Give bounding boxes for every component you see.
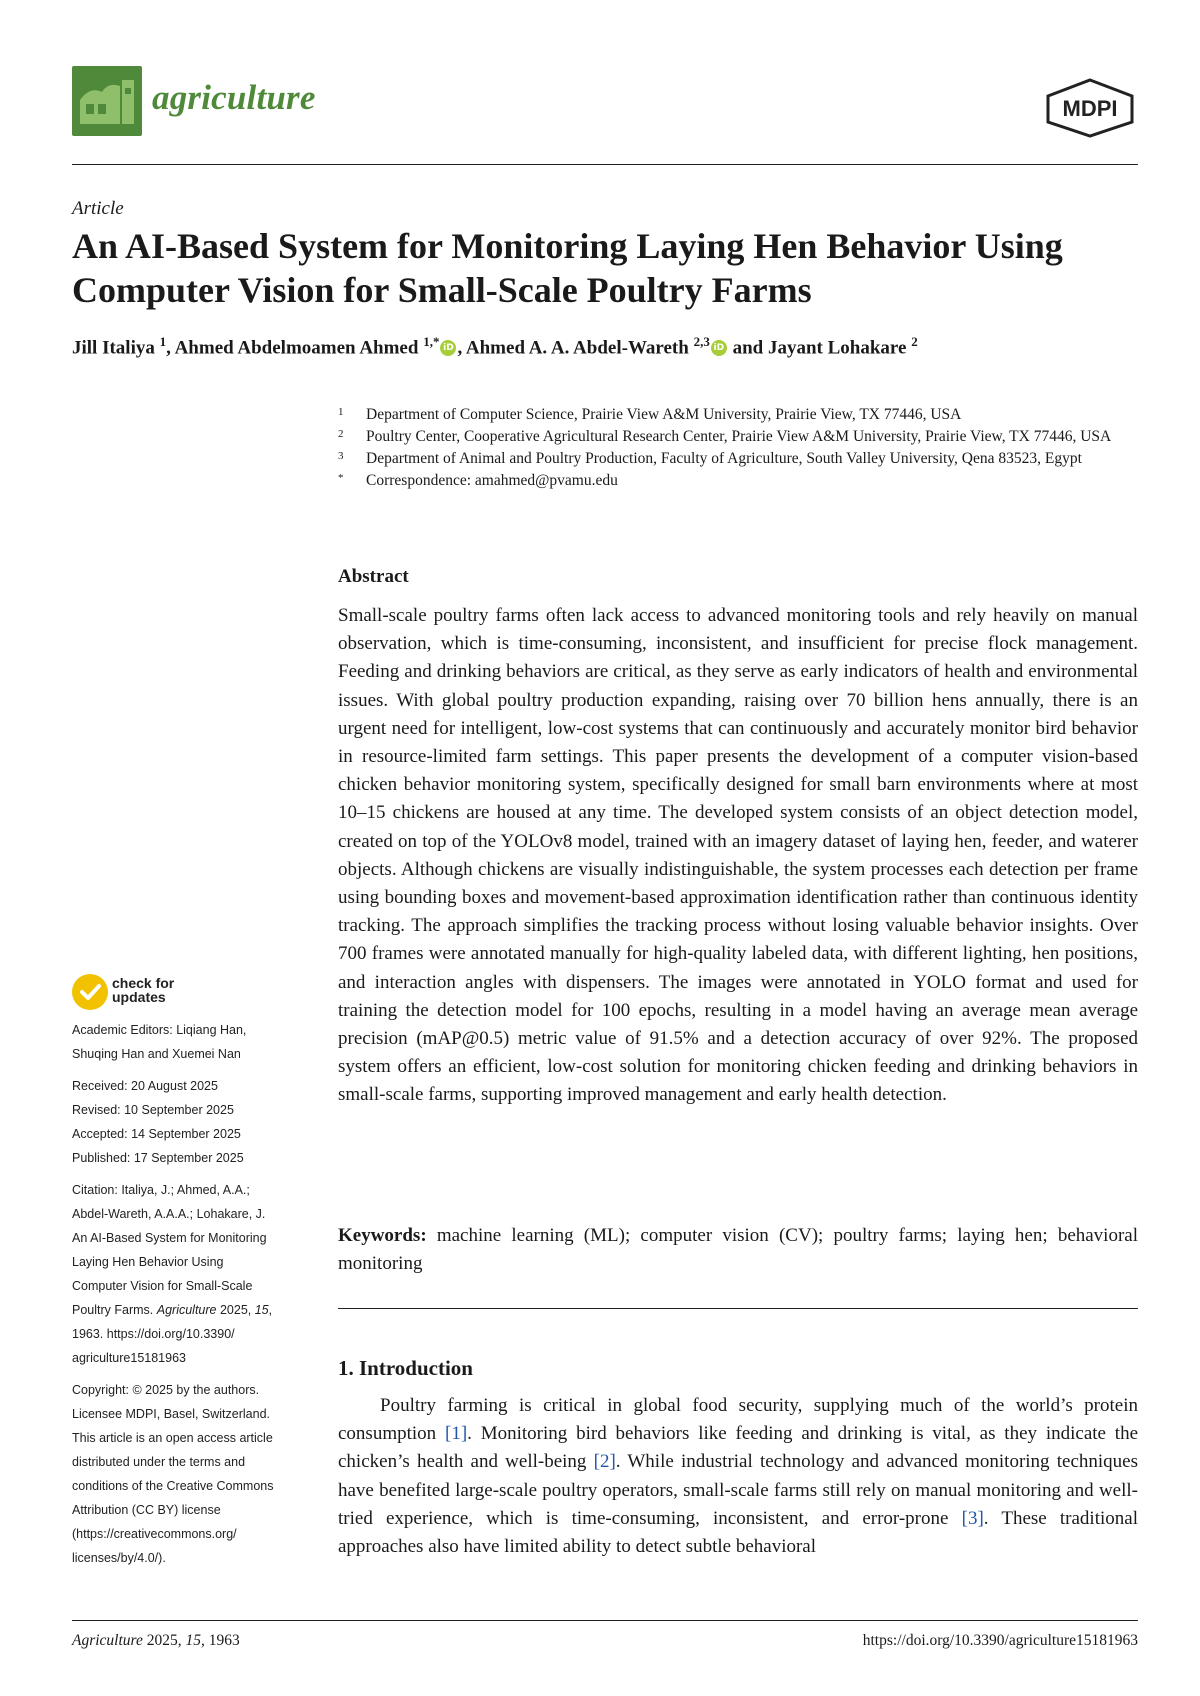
keywords-list: machine learning (ML); computer vision (CV); poultry farms; laying hen; behavioral monitoring xyxy=(338,1225,1139,1274)
affiliation-mark: 1 xyxy=(338,406,344,418)
citation-block: Citation: Italiya, J.; Ahmed, A.A.; Abdel-Wareth, A.A.A.; Lohakare, J. An AI-Based System for Monitoring Laying Hen Behavior Using Computer Vision for Small-Scale Poultry Farms. Agriculture 2025, 15, 1963. https://doi.org/10.3390/ agriculture15181963 xyxy=(72,1178,308,1370)
publication-dates xyxy=(72,1074,308,1170)
citation-link[interactable]: [3] xyxy=(961,1507,984,1529)
citation-doi-link[interactable]: 1963. https://doi.org/10.3390/ xyxy=(72,1327,235,1341)
author-affil-ref: 2,3 xyxy=(693,334,710,349)
author-affil-ref: 2 xyxy=(911,334,918,349)
orcid-icon[interactable]: iD xyxy=(711,340,727,356)
author-affil-ref: 1 xyxy=(159,334,167,349)
revised-date: Revised: 10 September 2025 xyxy=(72,1103,234,1117)
section-divider xyxy=(338,1308,1138,1309)
intro-text: Poultry farming is critical in global food security, supplying much of the world’s protein consumption xyxy=(338,1395,1138,1445)
author-affil-ref: 1,* xyxy=(423,334,440,349)
keywords-label: Keywords: xyxy=(338,1225,427,1246)
affiliation-mark: * xyxy=(338,472,344,484)
keywords xyxy=(338,1222,1138,1278)
journal-logo-icon xyxy=(72,66,142,136)
correspondence-text[interactable]: Correspondence: amahmed@pvamu.edu xyxy=(366,472,618,489)
affiliation-text: Poultry Center, Cooperative Agricultural Research Center, Prairie View A&M University, Prairie View, TX 77446, USA xyxy=(366,428,1112,445)
affiliation-item xyxy=(338,448,1138,470)
academic-editors: Academic Editors: Liqiang Han, Shuqing Han and Xuemei Nan xyxy=(72,1023,247,1061)
author-name[interactable]: Ahmed A. A. Abdel-Wareth xyxy=(465,337,689,359)
intro-body xyxy=(338,1392,1138,1561)
orcid-icon[interactable]: iD xyxy=(440,340,456,356)
check-for-updates-label: check for updates xyxy=(112,975,175,1005)
copyright-block: Copyright: © 2025 by the authors. Licensee MDPI, Basel, Switzerland. This article is an open access article distributed under the terms and conditions of the Creative Commons Attribution (CC BY) license (https://creativecommons.org/ licenses/by/4.0/). xyxy=(72,1378,308,1570)
article-type: Article xyxy=(72,198,124,219)
author-separator: , xyxy=(457,337,466,359)
abstract-heading: Abstract xyxy=(338,566,409,587)
affiliation-mark: 2 xyxy=(338,428,344,440)
affiliation-mark: 3 xyxy=(338,450,344,462)
publisher-name: MDPI xyxy=(1062,96,1118,121)
accepted-date: Accepted: 14 September 2025 xyxy=(72,1127,241,1141)
header-divider xyxy=(72,164,1138,165)
citation-link[interactable]: [2] xyxy=(593,1451,616,1473)
intro-text: . These traditional approaches also have limited ability to detect subtle behavioral xyxy=(338,1507,1138,1558)
license-link[interactable]: (https://creativecommons.org/ xyxy=(72,1527,237,1541)
intro-text: . While industrial technology and advanced monitoring techniques have benefited large-scale poultry operators, small-scale farms still rely on manual monitoring and well-tried experience, which is time-consuming, inconsistent, and error-prone xyxy=(338,1451,1138,1529)
published-date: Published: 17 September 2025 xyxy=(72,1151,244,1165)
affiliation-list xyxy=(338,404,1138,492)
affiliation-item xyxy=(338,404,1138,426)
publisher-logo xyxy=(1042,78,1138,138)
journal-name: agriculture xyxy=(152,78,316,117)
author-name[interactable]: Jill Italiya xyxy=(72,337,155,359)
author-name[interactable]: Jayant Lohakare xyxy=(767,337,907,359)
affiliation-text: Department of Computer Science, Prairie View A&M University, Prairie View, TX 77446, USA xyxy=(366,406,962,423)
author-list xyxy=(72,334,1142,359)
abstract-body: Small-scale poultry farms often lack access to advanced monitoring tools and rely heavily on manual observation, which is time-consuming, inconsistent, and insufficient for precise flock management. Feeding and drinking behaviors are critical, as they serve as early indicators of health and environmental issues. With global poultry production expanding, raising over 70 billion hens annually, there is an urgent need for intelligent, low-cost systems that can continuously and accurately monitor bird behavior in resource-limited farm settings. This paper presents the development of a computer vision-based chicken behavior monitoring system, specifically designed for small barn environments where at most 10–15 chickens are housed at any time. The developed system consists of an object detection model, created on top of the YOLOv8 model, trained with an imagery dataset of laying hen, feeder, and waterer objects. Although chickens are visually indistinguishable, the system processes each detection per frame using bounding boxes and movement-based approximation identification rather than continuous identity tracking. The approach simplifies the tracking process without losing valuable behavior insights. Over 700 frames were annotated manually for high-quality labeled data, with different lighting, hen positions, and interaction angles with dispensers. The images were annotated in YOLO format and used for training the detection model for 100 epochs, resulting in a model having an average mean average precision (mAP@0.5) metric value of 91.5% and a detection accuracy of over 92%. The proposed system offers an efficient, low-cost solution for monitoring chicken feeding and drinking behaviors in small-scale farms, supporting improved management and early health detection. xyxy=(338,605,1138,1106)
intro-text: . Monitoring bird behaviors like feeding and drinking is vital, as they indicate the chicken’s health and well-being xyxy=(338,1423,1139,1473)
author-name[interactable]: Ahmed Abdelmoamen Ahmed xyxy=(174,337,419,359)
footer-divider xyxy=(72,1620,1138,1621)
check-for-updates-badge[interactable] xyxy=(72,974,212,1014)
author-separator: and xyxy=(727,337,768,359)
author-separator: , xyxy=(166,337,175,359)
affiliation-item xyxy=(338,426,1138,448)
article-title: An AI-Based System for Monitoring Laying Hen Behavior Using Computer Vision for Small-Scale Poultry Farms xyxy=(72,226,1063,310)
affiliation-text: Department of Animal and Poultry Production, Faculty of Agriculture, South Valley University, Qena 83523, Egypt xyxy=(366,450,1082,467)
check-icon xyxy=(72,974,108,1010)
intro-heading: 1. Introduction xyxy=(338,1356,473,1380)
article-info-sidebar xyxy=(72,1018,308,1578)
footer-citation: Agriculture 2025, 15, 1963 xyxy=(72,1632,240,1649)
correspondence-item xyxy=(338,470,1138,492)
footer-doi-link[interactable]: https://doi.org/10.3390/agriculture15181963 xyxy=(862,1632,1138,1649)
received-date: Received: 20 August 2025 xyxy=(72,1079,218,1093)
citation-link[interactable]: [1] xyxy=(445,1423,468,1445)
